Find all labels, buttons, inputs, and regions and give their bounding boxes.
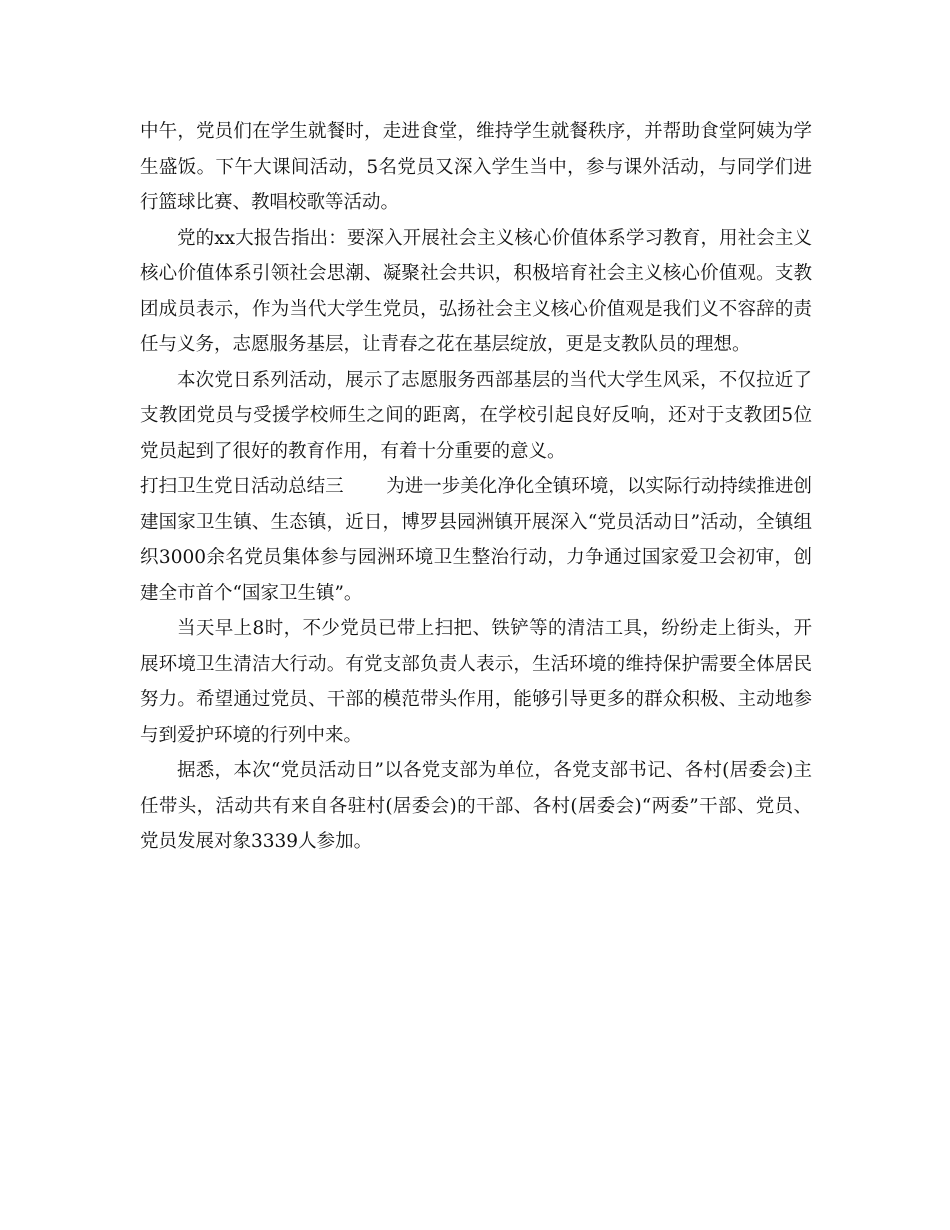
paragraph-significance: 本次党日系列活动，展示了志愿服务西部基层的当代大学生风采，不仅拉近了支教团党员与受援学校师生之间的距离，在学校引起良好反响，还对于支教团5位党员起到了很好的教育作用，有着十分重要的意义。 xyxy=(140,369,812,462)
paragraph-canteen-activity: 中午，党员们在学生就餐时，走进食堂，维持学生就餐秩序，并帮助食堂阿姨为学生盛饭。下午大课间活动，5名党员又深入学生当中，参与课外活动，与同学们进行篮球比赛、教唱校歌等活动。 xyxy=(140,121,812,213)
paragraph-core-values: 党的xx大报告指出：要深入开展社会主义核心价值体系学习教育，用社会主义核心价值体系引领社会思潮、凝聚社会共识，积极培育社会主义核心价值观。支教团成员表示，作为当代大学生党员，弘扬社会主义核心价值观是我们义不容辞的责任与义务，志愿服务基层，让青春之花在基层绽放，更是支教队员的理想。 xyxy=(140,227,812,355)
paragraph-participants: 据悉，本次“党员活动日”以各党支部为单位，各党支部书记、各村(居委会)主任带头，活动共有来自各驻村(居委会)的干部、各村(居委会)“两委”干部、党员、党员发展对象3339人参加。 xyxy=(140,760,812,852)
section-lead-text: 为进一步美化净化全镇环境，以实际行动持续推进创建国家卫生镇、生态镇，近日，博罗县园洲镇开展深入“党员活动日”活动，全镇组织3000余名党员集体参与园洲环境卫生整治行动，力争通过国家爱卫会初审，创建全市首个“国家卫生镇”。 xyxy=(140,476,812,604)
document-body xyxy=(140,114,812,860)
section-three-paragraph xyxy=(140,469,812,611)
section-title: 打扫卫生党日活动总结三 xyxy=(140,476,344,497)
paragraph-cleanup-morning: 当天早上8时，不少党员已带上扫把、铁铲等的清洁工具，纷纷走上街头，开展环境卫生清洁大行动。有党支部负责人表示，生活环境的维持保护需要全体居民努力。希望通过党员、干部的模范带头作用，能够引导更多的群众积极、主动地参与到爱护环境的行列中来。 xyxy=(140,618,812,746)
